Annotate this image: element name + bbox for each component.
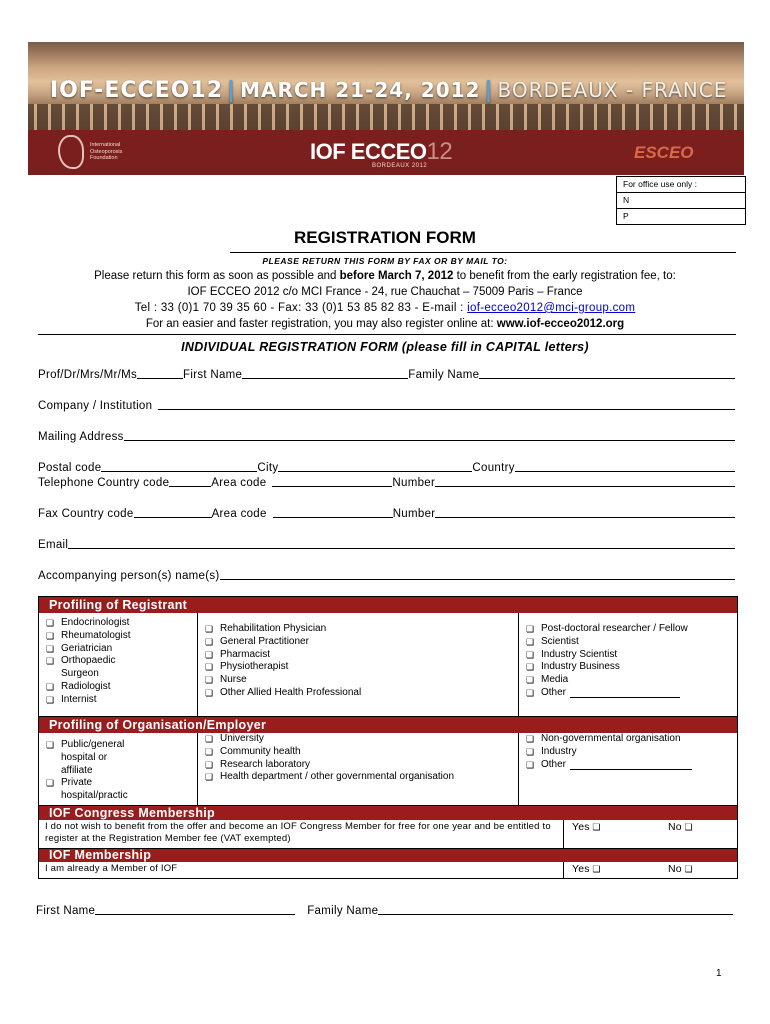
option-public-hospital-cont2: affiliate: [61, 764, 93, 776]
telephone-row: [38, 474, 735, 489]
section-divider: [38, 334, 736, 335]
tel-country-label: Telephone Country code: [38, 477, 170, 489]
option-nurse[interactable]: ❏ Nurse: [198, 674, 518, 687]
checkbox-icon[interactable]: [198, 687, 220, 700]
iof-foundation-logo: [58, 135, 122, 169]
ecceo-logo-sub: BORDEAUX 2012: [372, 163, 428, 169]
esceo-logo: [634, 143, 694, 163]
mailing-label: Mailing Address: [38, 431, 124, 443]
membership-yes[interactable]: Yes ❏: [572, 863, 668, 875]
tel-area-input[interactable]: [272, 474, 392, 487]
tel-number-input[interactable]: [435, 474, 735, 487]
office-p: P: [623, 211, 629, 221]
option-private-hospital-cont: hospital/practic: [61, 790, 128, 802]
org-other-input[interactable]: [570, 759, 692, 770]
option-physiotherapist[interactable]: ❏ Physiotherapist: [198, 661, 518, 674]
option-orthopaedic-cont: Surgeon: [61, 668, 99, 680]
option-post-doctoral[interactable]: ❏ Post-doctoral researcher / Fellow: [519, 623, 737, 636]
postal-row: [38, 459, 735, 474]
banner-title: IOF-ECCEO12 | MARCH 21-24, 2012 | BORDEAUX - FRANCE: [50, 78, 728, 103]
option-other[interactable]: ❏ Other: [519, 687, 737, 700]
checkbox-icon[interactable]: [519, 623, 541, 636]
postal-label: Postal code: [38, 462, 102, 474]
registrant-col1: [39, 613, 198, 716]
fax-area-input[interactable]: [273, 505, 393, 518]
option-endocrinologist[interactable]: ❏ Endocrinologist: [39, 617, 197, 630]
return-note: PLEASE RETURN THIS FORM BY FAX OR BY MAIL TO:: [262, 256, 508, 266]
page-number: 1: [716, 968, 722, 979]
banner-dates: MARCH 21-24, 2012: [240, 78, 481, 102]
membership-row: [39, 862, 737, 878]
accompanying-row: [38, 567, 735, 582]
option-other-allied[interactable]: ❏ Other Allied Health Professional: [198, 687, 518, 700]
checkbox-icon[interactable]: [519, 759, 541, 772]
mailing-row: [38, 428, 735, 443]
checkbox-icon[interactable]: [519, 746, 541, 759]
checkbox-icon[interactable]: [519, 733, 541, 746]
fax-row: [38, 505, 735, 520]
option-rehabilitation-physician[interactable]: ❏ Rehabilitation Physician: [198, 623, 518, 636]
instructions-line4: For an easier and faster registration, you may also register online at: www.iof-ecceo2012.org: [145, 318, 625, 330]
option-pharmacist[interactable]: ❏ Pharmacist: [198, 649, 518, 662]
ecceo-logo-num: 12: [426, 138, 453, 165]
option-media[interactable]: ❏ Media: [519, 674, 737, 687]
footer-family-name-label: Family Name: [307, 905, 379, 917]
office-use-box: [616, 176, 746, 225]
email-row: [38, 536, 735, 551]
country-label: Country: [472, 462, 515, 474]
option-community-health[interactable]: ❏ Community health: [198, 746, 518, 759]
tel-area-label: Area code: [211, 477, 267, 489]
checkbox-icon[interactable]: [198, 746, 220, 759]
registrant-col3: [519, 613, 737, 716]
email-label: Email: [38, 539, 69, 551]
accompanying-label: Accompanying person(s) name(s): [38, 570, 220, 582]
checkbox-icon[interactable]: [39, 655, 61, 668]
option-ngo[interactable]: ❏ Non-governmental organisation: [519, 733, 737, 746]
title-label: Prof/Dr/Mrs/Mr/Ms: [38, 369, 138, 381]
option-research-lab[interactable]: ❏ Research laboratory: [198, 759, 518, 772]
checkbox-icon[interactable]: [519, 661, 541, 674]
name-row: [38, 366, 735, 381]
country-input[interactable]: [515, 459, 735, 472]
membership-answers: [564, 862, 737, 878]
esceo-logo-text: ESCEO: [634, 143, 694, 162]
checkbox-icon[interactable]: [39, 630, 61, 643]
footer-name-row: [36, 902, 733, 917]
instructions-line1: Please return this form as soon as possible and before March 7, 2012 to benefit from the early registration fee, to:: [94, 270, 676, 282]
footer-first-name-label: First Name: [36, 905, 96, 917]
banner-event: IOF-ECCEO12: [50, 78, 224, 103]
title-divider: [230, 252, 736, 253]
option-public-hospital-cont1: hospital or: [61, 751, 108, 763]
option-orthopaedic[interactable]: ❏ Orthopaedic: [39, 655, 197, 668]
option-org-other[interactable]: ❏ Other: [519, 759, 737, 772]
org-col1: [39, 733, 198, 805]
tel-number-label: Number: [392, 477, 436, 489]
option-industry-scientist[interactable]: ❏ Industry Scientist: [519, 649, 737, 662]
congress-answers: [564, 820, 737, 848]
membership-heading: IOF Membership: [39, 848, 737, 862]
profiling-registrant-heading: Profiling of Registrant: [39, 597, 737, 613]
checkbox-icon[interactable]: [519, 674, 541, 687]
profiling-org-heading: Profiling of Organisation/Employer: [39, 716, 737, 733]
checkbox-icon[interactable]: [519, 649, 541, 662]
website-link[interactable]: www.iof-ecceo2012.org: [496, 318, 625, 330]
org-col3: [519, 733, 737, 805]
option-private-hospital[interactable]: ❏ Private: [39, 777, 197, 790]
membership-question: I am already a Member of IOF: [39, 862, 564, 878]
fax-area-label: Area code: [211, 508, 267, 520]
title-input[interactable]: [137, 366, 183, 379]
banner-building: [28, 104, 744, 130]
profiling-registrant-table: [38, 596, 738, 879]
option-public-hospital[interactable]: ❏ Public/general: [39, 739, 197, 752]
checkbox-icon[interactable]: [39, 681, 61, 694]
iof-ecceo-logo: [310, 138, 453, 169]
congress-yes[interactable]: Yes ❏: [572, 821, 668, 833]
first-name-input[interactable]: [242, 366, 408, 379]
postal-input[interactable]: [101, 459, 257, 472]
checkbox-icon[interactable]: [198, 674, 220, 687]
membership-no[interactable]: No ❏: [668, 863, 693, 875]
congress-question: I do not wish to benefit from the offer and become an IOF Congress Member for free for one year and be entitled to register at the Registration Member fee (VAT exempted): [39, 820, 564, 848]
company-label: Company / Institution: [38, 400, 153, 412]
congress-heading: IOF Congress Membership: [39, 805, 737, 820]
option-scientist[interactable]: ❏ Scientist: [519, 636, 737, 649]
option-rheumatologist[interactable]: ❏ Rheumatologist: [39, 630, 197, 643]
option-industry[interactable]: ❏ Industry: [519, 746, 737, 759]
option-internist[interactable]: ❏ Internist: [39, 694, 197, 707]
checkbox-icon[interactable]: [519, 687, 541, 700]
banner-location: BORDEAUX - FRANCE: [497, 78, 728, 102]
city-label: City: [257, 462, 279, 474]
email-link[interactable]: iof-ecceo2012@mci-group.com: [467, 302, 636, 314]
checkbox-icon[interactable]: [198, 771, 220, 784]
family-name-input[interactable]: [479, 366, 735, 379]
family-name-label: Family Name: [408, 369, 480, 381]
other-input[interactable]: [570, 687, 680, 698]
option-general-practitioner[interactable]: ❏ General Practitioner: [198, 636, 518, 649]
instructions-line2: IOF ECCEO 2012 c/o MCI France - 24, rue Chauchat – 75009 Paris – France: [187, 286, 583, 298]
city-input[interactable]: [278, 459, 472, 472]
fax-number-label: Number: [392, 508, 436, 520]
tel-country-input[interactable]: [169, 474, 211, 487]
org-col2: [198, 733, 519, 805]
option-university[interactable]: ❏ University: [198, 733, 518, 746]
conference-banner: [28, 42, 744, 175]
congress-no[interactable]: No ❏: [668, 821, 693, 833]
checkbox-icon[interactable]: [198, 649, 220, 662]
mailing-input[interactable]: [124, 428, 735, 441]
footer-family-name-input[interactable]: [378, 902, 733, 915]
checkbox-icon[interactable]: [198, 733, 220, 746]
option-radiologist[interactable]: ❏ Radiologist: [39, 681, 197, 694]
checkbox-icon[interactable]: [39, 643, 61, 656]
iof-figure-icon: [58, 135, 84, 169]
fax-country-input[interactable]: [134, 505, 212, 518]
fax-number-input[interactable]: [435, 505, 735, 518]
registrant-col2: [198, 613, 519, 716]
checkbox-icon[interactable]: [39, 694, 61, 707]
checkbox-icon[interactable]: [39, 617, 61, 630]
instructions-line3: Tel : 33 (0)1 70 39 35 60 - Fax: 33 (0)1 53 85 82 83 - E-mail : iof-ecceo2012@mci-group.com: [134, 302, 636, 314]
iof-logo-line1: International: [90, 142, 121, 149]
page-title: REGISTRATION FORM: [294, 228, 476, 247]
office-use-label: For office use only :: [617, 177, 745, 193]
option-industry-business[interactable]: ❏ Industry Business: [519, 661, 737, 674]
checkbox-icon[interactable]: [198, 636, 220, 649]
iof-logo-line3: Foundation: [90, 155, 118, 162]
fax-country-label: Fax Country code: [38, 508, 134, 520]
accompanying-input[interactable]: [220, 567, 735, 580]
ecceo-logo-text: IOF ECCEO: [310, 139, 427, 164]
footer-first-name-input[interactable]: [95, 902, 295, 915]
checkbox-icon[interactable]: [519, 636, 541, 649]
first-name-label: First Name: [183, 369, 243, 381]
checkbox-icon[interactable]: [39, 739, 61, 752]
office-n: N: [617, 193, 745, 209]
checkbox-icon[interactable]: [198, 661, 220, 674]
option-geriatrician[interactable]: ❏ Geriatrician: [39, 643, 197, 656]
congress-row: [39, 820, 737, 848]
company-row: [38, 397, 735, 412]
email-input[interactable]: [68, 536, 735, 549]
iof-logo-line2: Osteoporosis: [90, 148, 123, 155]
checkbox-icon[interactable]: [39, 777, 61, 790]
checkbox-icon[interactable]: [198, 623, 220, 636]
company-input[interactable]: [158, 397, 735, 410]
option-health-department[interactable]: ❏ Health department / other governmental organisation: [198, 771, 518, 784]
individual-heading: INDIVIDUAL REGISTRATION FORM (please fill in CAPITAL letters): [181, 340, 589, 354]
checkbox-icon[interactable]: [198, 759, 220, 772]
